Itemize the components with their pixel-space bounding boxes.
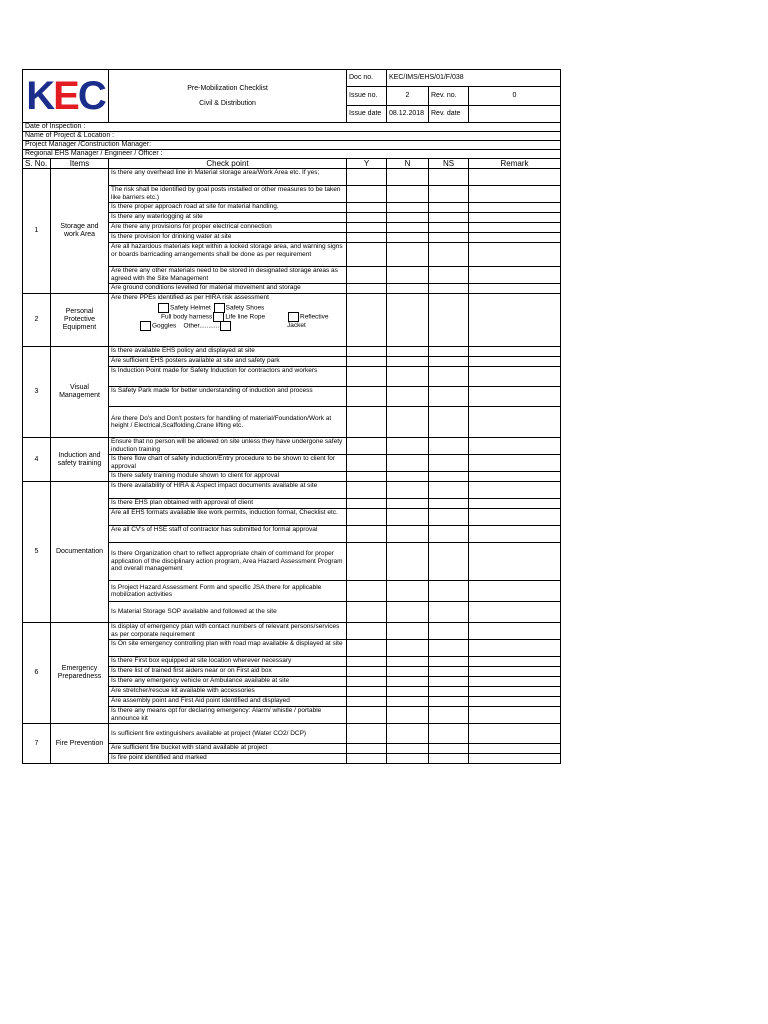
cell-n[interactable] — [387, 754, 429, 764]
checkpoint: Is there safety training module shown to client for approval — [109, 472, 347, 482]
issue-date-label: Issue date — [347, 106, 387, 123]
cell-ns[interactable] — [429, 581, 469, 602]
cell-n[interactable] — [387, 707, 429, 724]
cell-ns[interactable] — [429, 213, 469, 223]
cell-y[interactable] — [347, 407, 387, 438]
cell-n[interactable] — [387, 744, 429, 754]
checklist-sheet — [22, 69, 560, 764]
cell-y[interactable] — [347, 387, 387, 407]
checkpoint: Are all CV's of HSE staff of contractor has submitted for formal approval — [109, 526, 347, 543]
cell-y[interactable] — [347, 347, 387, 357]
cell-y[interactable] — [347, 697, 387, 707]
cell-ns[interactable] — [429, 677, 469, 687]
cell-n[interactable] — [387, 243, 429, 267]
cell-y[interactable] — [347, 687, 387, 697]
checkpoint: Is there proper approach road at site for material handling. — [109, 203, 347, 213]
cell-y[interactable] — [347, 455, 387, 472]
table-row — [23, 294, 561, 347]
cell-ns[interactable] — [429, 284, 469, 294]
cell-remark[interactable] — [469, 754, 561, 764]
checkpoint: Are there any provisions for proper electrical connection — [109, 223, 347, 233]
cell-remark[interactable] — [469, 455, 561, 472]
table-row — [23, 724, 561, 744]
checkpoint: Is there provision for drinking water at site — [109, 233, 347, 243]
cell-n[interactable] — [387, 667, 429, 677]
cell-y[interactable] — [347, 509, 387, 526]
cell-remark[interactable] — [469, 499, 561, 509]
cell-y[interactable] — [347, 744, 387, 754]
cell-n[interactable] — [387, 347, 429, 357]
cell-remark[interactable] — [469, 223, 561, 233]
col-n: N — [387, 159, 429, 169]
cell-ns[interactable] — [429, 667, 469, 677]
ppe-harness: Full body harness — [161, 313, 213, 321]
cell-remark[interactable] — [469, 387, 561, 407]
ppe-question: Are there PPEs identified as per HIRA risk assessment — [111, 294, 269, 301]
cell-remark[interactable] — [469, 186, 561, 203]
rev-date-label: Rev. date — [429, 106, 469, 123]
section-number: 2 — [23, 294, 51, 347]
table-row — [23, 482, 561, 499]
section-item: Personal Protective Equipment — [51, 294, 109, 347]
cell-y[interactable] — [347, 213, 387, 223]
section-item: Emergency Preparedness — [51, 623, 109, 724]
checkpoint: Are assembly point and First Aid point identified and displayed — [109, 697, 347, 707]
cell-y[interactable] — [347, 640, 387, 657]
checkpoint: Is Safety Park made for better understanding of induction and process — [109, 387, 347, 407]
checkpoint: Are ground conditions levelled for material movement and storage — [109, 284, 347, 294]
cell-ns[interactable] — [429, 707, 469, 724]
cell-ns[interactable] — [429, 482, 469, 499]
date-of-inspection: Date of Inspection : — [23, 123, 561, 132]
checkpoint: Is Project Hazard Assessment Form and specific JSA there for applicable mobilization activities — [109, 581, 347, 602]
ppe-lifeline: Life line Rope — [225, 313, 266, 321]
cell-y[interactable] — [347, 284, 387, 294]
cell-n[interactable] — [387, 526, 429, 543]
cell-remark[interactable] — [469, 294, 561, 347]
cell-remark[interactable] — [469, 284, 561, 294]
cell-remark[interactable] — [469, 526, 561, 543]
cell-ns[interactable] — [429, 640, 469, 657]
cell-n[interactable] — [387, 233, 429, 243]
cell-y[interactable] — [347, 754, 387, 764]
col-y: Y — [347, 159, 387, 169]
section-number: 5 — [23, 482, 51, 623]
cell-n[interactable] — [387, 509, 429, 526]
project-manager: Project Manager /Construction Manager: — [23, 141, 561, 150]
cell-remark[interactable] — [469, 203, 561, 213]
section-item: Visual Management — [51, 347, 109, 438]
col-items: Items — [51, 159, 109, 169]
cell-y[interactable] — [347, 667, 387, 677]
cell-n[interactable] — [387, 677, 429, 687]
cell-ns[interactable] — [429, 203, 469, 213]
cell-y[interactable] — [347, 623, 387, 640]
checkpoint: Is Material Storage SOP available and followed at the site — [109, 602, 347, 623]
checkpoint: Is there flow chart of safety induction/Entry procedure to be shown to client for approval — [109, 455, 347, 472]
cell-n[interactable] — [387, 581, 429, 602]
other-checkbox[interactable] — [220, 321, 231, 331]
checkpoint: Is display of emergency plan with contact numbers of relevant persons/services as per corporate requirement — [109, 623, 347, 640]
cell-ns[interactable] — [429, 697, 469, 707]
cell-n[interactable] — [387, 407, 429, 438]
cell-ns[interactable] — [429, 438, 469, 455]
section-number: 4 — [23, 438, 51, 482]
checklist-table — [22, 69, 561, 764]
ppe-goggles: Goggles — [152, 322, 177, 330]
cell-remark[interactable] — [469, 623, 561, 640]
checkpoint: Are there Do's and Don't posters for handling of material/Foundation/Work at height / Electrical,Scaffolding,Crane lifting etc. — [109, 407, 347, 438]
cell-y[interactable] — [347, 657, 387, 667]
cell-ns[interactable] — [429, 407, 469, 438]
cell-n[interactable] — [387, 186, 429, 203]
cell-y[interactable] — [347, 438, 387, 455]
section-item: Fire Prevention — [51, 724, 109, 764]
checkpoint: Is Induction Point made for Safety Induction for contractors and workers — [109, 367, 347, 387]
cell-y[interactable] — [347, 294, 387, 347]
jacket-checkbox[interactable] — [288, 312, 299, 322]
cell-remark[interactable] — [469, 543, 561, 581]
cell-n[interactable] — [387, 169, 429, 186]
cell-ns[interactable] — [429, 243, 469, 267]
cell-n[interactable] — [387, 543, 429, 581]
cell-n[interactable] — [387, 438, 429, 455]
cell-ns[interactable] — [429, 687, 469, 697]
cell-ns[interactable] — [429, 387, 469, 407]
issue-date-value: 08.12.2018 — [387, 106, 429, 123]
cell-remark[interactable] — [469, 697, 561, 707]
cell-y[interactable] — [347, 543, 387, 581]
cell-remark[interactable] — [469, 677, 561, 687]
cell-n[interactable] — [387, 294, 429, 347]
checkpoint: Is sufficient fire extinguishers available at project (Water CO2/ DCP) — [109, 724, 347, 744]
doc-no-label: Doc no. — [347, 70, 387, 87]
cell-ns[interactable] — [429, 744, 469, 754]
checkpoint: Is there any means opt for declaring emergency: Alarm/ whistle / portable announce kit — [109, 707, 347, 724]
cell-remark[interactable] — [469, 509, 561, 526]
cell-n[interactable] — [387, 387, 429, 407]
cell-ns[interactable] — [429, 657, 469, 667]
checkpoint: Is there any emergency vehicle or Ambulance available at site — [109, 677, 347, 687]
cell-n[interactable] — [387, 455, 429, 472]
col-checkpoint: Check point — [109, 159, 347, 169]
cell-n[interactable] — [387, 499, 429, 509]
cell-y[interactable] — [347, 526, 387, 543]
ppe-checkpoint — [109, 294, 347, 347]
cell-y[interactable] — [347, 499, 387, 509]
ehs-manager: Regional EHS Manager / Engineer / Officer : — [23, 150, 561, 159]
cell-remark[interactable] — [469, 407, 561, 438]
cell-ns[interactable] — [429, 169, 469, 186]
checkpoint: Is fire point identified and marked — [109, 754, 347, 764]
goggles-checkbox[interactable] — [140, 321, 151, 331]
cell-n[interactable] — [387, 357, 429, 367]
cell-y[interactable] — [347, 482, 387, 499]
cell-remark[interactable] — [469, 640, 561, 657]
cell-y[interactable] — [347, 367, 387, 387]
table-row — [23, 438, 561, 455]
cell-ns[interactable] — [429, 186, 469, 203]
cell-y[interactable] — [347, 357, 387, 367]
cell-remark[interactable] — [469, 367, 561, 387]
cell-remark[interactable] — [469, 243, 561, 267]
cell-remark[interactable] — [469, 687, 561, 697]
section-number: 3 — [23, 347, 51, 438]
cell-ns[interactable] — [429, 602, 469, 623]
cell-ns[interactable] — [429, 267, 469, 284]
cell-y[interactable] — [347, 223, 387, 233]
cell-n[interactable] — [387, 472, 429, 482]
cell-n[interactable] — [387, 640, 429, 657]
checkpoint: Is there any overhead line in Material storage area/Work Area etc. If yes; — [109, 169, 347, 186]
cell-ns[interactable] — [429, 455, 469, 472]
doc-no-value: KEC/IMS/EHS/01/F/038 — [387, 70, 561, 87]
cell-ns[interactable] — [429, 526, 469, 543]
cell-n[interactable] — [387, 687, 429, 697]
checkpoint: Is there EHS plan obtained with approval of client — [109, 499, 347, 509]
cell-remark[interactable] — [469, 357, 561, 367]
cell-n[interactable] — [387, 267, 429, 284]
cell-ns[interactable] — [429, 294, 469, 347]
cell-remark[interactable] — [469, 347, 561, 357]
col-sno: S. No. — [23, 159, 51, 169]
cell-n[interactable] — [387, 724, 429, 744]
checkpoint: Are all hazardous materials kept within a locked storage area, and warning signs or boards barricading arrangements shall be done as per requirement — [109, 243, 347, 267]
issue-no-value: 2 — [387, 87, 429, 106]
section-item: Induction and safety training — [51, 438, 109, 482]
rev-no-value: 0 — [469, 87, 561, 106]
cell-n[interactable] — [387, 697, 429, 707]
section-item: Storage and work Area — [51, 169, 109, 294]
cell-y[interactable] — [347, 707, 387, 724]
cell-ns[interactable] — [429, 472, 469, 482]
cell-y[interactable] — [347, 602, 387, 623]
cell-ns[interactable] — [429, 367, 469, 387]
checkpoint: Is there available EHS policy and displayed at site — [109, 347, 347, 357]
cell-y[interactable] — [347, 267, 387, 284]
cell-remark[interactable] — [469, 438, 561, 455]
checkpoint: Is there First box equipped at site location wherever necessary — [109, 657, 347, 667]
cell-remark[interactable] — [469, 724, 561, 744]
cell-remark[interactable] — [469, 707, 561, 724]
cell-y[interactable] — [347, 243, 387, 267]
cell-ns[interactable] — [429, 223, 469, 233]
cell-n[interactable] — [387, 623, 429, 640]
checkpoint: Are sufficient fire bucket with stand available at project — [109, 744, 347, 754]
cell-remark[interactable] — [469, 267, 561, 284]
checkpoint: Is there Organization chart to reflect appropriate chain of command for proper application of the disciplinary action program, Area Hazard Assessment Program and overall management — [109, 543, 347, 581]
cell-n[interactable] — [387, 213, 429, 223]
cell-remark[interactable] — [469, 602, 561, 623]
cell-y[interactable] — [347, 472, 387, 482]
ppe-jacket: Reflective Jacket — [287, 313, 329, 329]
cell-n[interactable] — [387, 482, 429, 499]
cell-y[interactable] — [347, 233, 387, 243]
title-line-2: Civil & Distribution — [199, 100, 256, 107]
cell-ns[interactable] — [429, 499, 469, 509]
col-remark: Remark — [469, 159, 561, 169]
cell-n[interactable] — [387, 203, 429, 213]
checkpoint: Are all EHS formats available like work permits, induction format, Checklist etc. — [109, 509, 347, 526]
cell-n[interactable] — [387, 223, 429, 233]
title-line-1: Pre-Mobilization Checklist — [187, 85, 268, 92]
cell-y[interactable] — [347, 203, 387, 213]
table-row — [23, 347, 561, 357]
rev-no-label: Rev. no. — [429, 87, 469, 106]
section-item: Documentation — [51, 482, 109, 623]
checkpoint: Are stretcher/rescue kit available with accessories — [109, 687, 347, 697]
checkpoint: Is there list of trained first aiders near or on First aid box — [109, 667, 347, 677]
issue-no-label: Issue no. — [347, 87, 387, 106]
cell-n[interactable] — [387, 367, 429, 387]
cell-n[interactable] — [387, 602, 429, 623]
cell-n[interactable] — [387, 284, 429, 294]
section-number: 6 — [23, 623, 51, 724]
cell-remark[interactable] — [469, 472, 561, 482]
cell-ns[interactable] — [429, 509, 469, 526]
cell-ns[interactable] — [429, 543, 469, 581]
document-title — [109, 70, 347, 123]
checkpoint: The risk shall be identified by goal posts installed or other measures to be taken like barriers etc.) — [109, 186, 347, 203]
cell-ns[interactable] — [429, 357, 469, 367]
cell-y[interactable] — [347, 581, 387, 602]
checkpoint: Is there availability of HIRA & Aspect impact documents available at site — [109, 482, 347, 499]
cell-remark[interactable] — [469, 482, 561, 499]
cell-remark[interactable] — [469, 744, 561, 754]
section-number: 7 — [23, 724, 51, 764]
cell-remark[interactable] — [469, 667, 561, 677]
checkpoint: Are there any other materials need to be stored in designated storage areas as agreed with the Site Management — [109, 267, 347, 284]
checkpoint: Ensure that no person will be allowed on site unless they have undergone safety induction training — [109, 438, 347, 455]
cell-ns[interactable] — [429, 754, 469, 764]
cell-remark[interactable] — [469, 169, 561, 186]
project-location: Name of Project & Location : — [23, 132, 561, 141]
checkpoint: Are sufficient EHS posters available at site and safety park — [109, 357, 347, 367]
cell-ns[interactable] — [429, 347, 469, 357]
section-number: 1 — [23, 169, 51, 294]
company-logo: KEC — [23, 70, 109, 123]
cell-remark[interactable] — [469, 233, 561, 243]
checkpoint: Is On site emergency controlling plan with road map available & displayed at site — [109, 640, 347, 657]
cell-ns[interactable] — [429, 724, 469, 744]
checkpoint: Is there any waterlogging at site — [109, 213, 347, 223]
ppe-safety-shoes: Safety Shoes — [225, 304, 265, 312]
ppe-other: Other........... — [183, 322, 220, 330]
table-row — [23, 623, 561, 640]
cell-n[interactable] — [387, 657, 429, 667]
cell-y[interactable] — [347, 724, 387, 744]
cell-ns[interactable] — [429, 623, 469, 640]
cell-remark[interactable] — [469, 657, 561, 667]
cell-ns[interactable] — [429, 233, 469, 243]
ppe-safety-helmet: Safety Helmet — [170, 304, 211, 312]
col-ns: NS — [429, 159, 469, 169]
cell-y[interactable] — [347, 186, 387, 203]
cell-y[interactable] — [347, 677, 387, 687]
rev-date-value — [469, 106, 561, 123]
cell-remark[interactable] — [469, 213, 561, 223]
cell-remark[interactable] — [469, 581, 561, 602]
table-row — [23, 169, 561, 186]
cell-y[interactable] — [347, 169, 387, 186]
column-header-row — [23, 159, 561, 169]
